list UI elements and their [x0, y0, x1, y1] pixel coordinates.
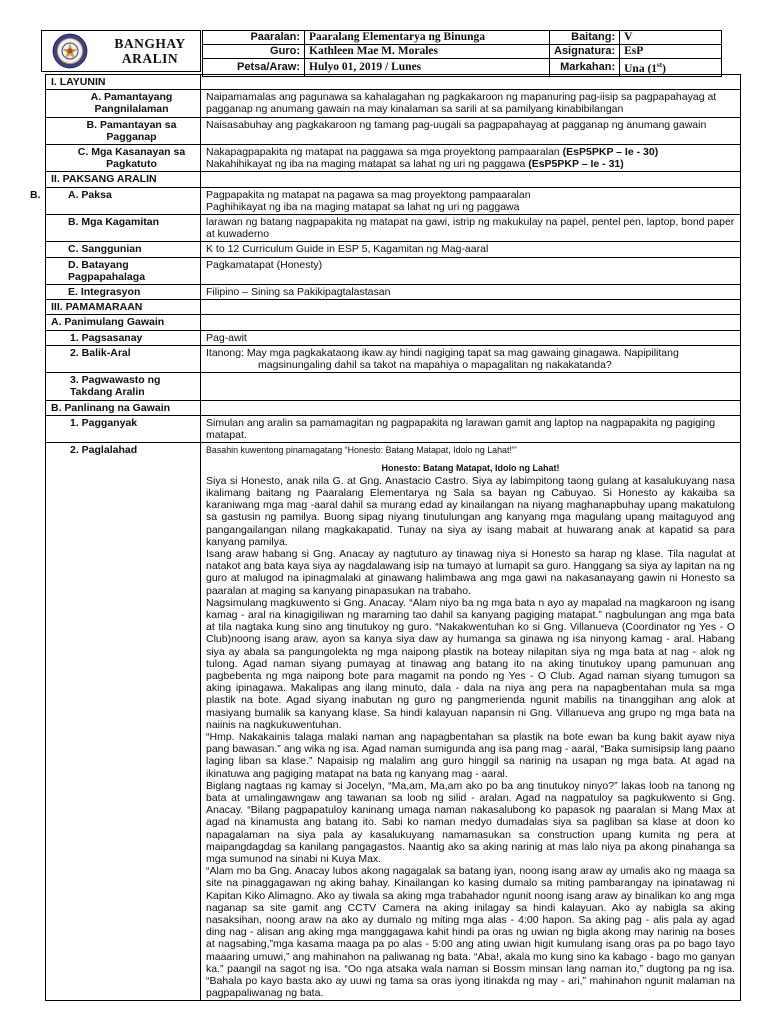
school-label: Paaralan:	[203, 31, 305, 45]
table-row	[46, 187, 741, 214]
table-row	[46, 373, 741, 400]
sanggunian-label: C. Sanggunian	[46, 242, 201, 257]
date-value: Hulyo 01, 2019 / Lunes	[305, 59, 550, 77]
table-row	[46, 443, 741, 1001]
title-line-1: BANGHAY	[114, 36, 186, 51]
integrasyon-text: Filipino – Sining sa Pakikipagtalastasan	[201, 285, 741, 300]
competency-code-2: (EsP5PKP – Ie - 31)	[528, 158, 624, 171]
story-paragraph: Siya si Honesto, anak nila G. at Gng. Anastacio Castro. Siya ay labimpitong taong gulang at kasalukuyang nasa ikalimang baitang ng Paaralang Elementarya ng Sala sa bayan ng Cabuyao. Si Honesto ay kakaiba sa karaniwang mga mag -aaral dahil sa murang edad ay kinailangan na niyang maghanapbuhay upang makatulong sa gastusin ng pamilya. Buong sipag niyang tinutulungan ang kanyang mga magulang upang maitaguyod ang pangangailangan nilang magkakapatid. Tunay na siya ay isang mabait at huwarang anak at kapatid sa para kanyang pamilya.	[206, 474, 735, 548]
date-label: Petsa/Araw:	[203, 59, 305, 77]
pagganyak-text: Simulan ang aralin sa pamamagitan ng pagpapakita ng larawan gamit ang laptop na nagpapakita ng pagiging matapat.	[201, 415, 741, 442]
pamantayang-pangnilalaman-label: A. Pamantayang Pangnilalaman	[46, 90, 201, 117]
section-row	[46, 300, 741, 315]
paglalahad-label: 2. Paglalahad	[46, 443, 201, 1001]
margin-mark: B.	[30, 189, 41, 201]
table-row	[46, 117, 741, 144]
pagwawasto-label: 3. Pagwawasto ng Takdang Aralin	[46, 373, 201, 400]
section-row	[46, 75, 741, 90]
header-row	[203, 31, 722, 45]
quarter-label: Markahan:	[550, 59, 620, 77]
section-row	[46, 172, 741, 187]
balik-aral-line-1: Itanong: May mga pagkakataong ikaw ay hindi nagiging tapat sa mag gawaing ginagawa. Napipilitang	[206, 346, 679, 359]
story-cell	[201, 443, 741, 1001]
grade-label: Baitang:	[550, 31, 620, 45]
pagganyak-label: 1. Pagganyak	[46, 415, 201, 442]
sanggunian-text: K to 12 Curriculum Guide in ESP 5, Kagamitan ng Mag-aaral	[201, 242, 741, 257]
table-row	[46, 257, 741, 284]
story-title: Honesto: Batang Matapat, Idolo ng Lahat!	[381, 463, 560, 474]
balik-aral-text	[201, 345, 741, 372]
paksa-text	[201, 187, 741, 214]
subject-label: Asignatura:	[550, 45, 620, 59]
balik-aral-label: 2. Balik-Aral	[46, 345, 201, 372]
table-row	[46, 145, 741, 172]
panlinang-gawain-heading: B. Panlinang na Gawain	[46, 400, 201, 415]
kasanayan-label: C. Mga Kasanayan sa Pagkatuto	[46, 145, 201, 172]
table-row	[46, 215, 741, 242]
section-row	[46, 400, 741, 415]
story-paragraph: Nagsimulang magkuwento si Gng. Anacay. “Alam niyo ba ng mga bata n ayo ay mapalad na magkaroon ng isang kamag - aral na kinagigiliwan ng maraming tao dahil sa kanyang pagiging matapat.” nagbulungan ang mga bata at tila nagtaka kung sino ang tinutukoy ng guro. “Nakakwentuhan ko si Gng. Villanueva (Coordinator ng Yes - O Club)noong isang araw, ayon sa kanya siya daw ay humanga sa ginawa ng isa ninyong kamag - aral. Habang siya ay abala sa pangungolekta ng mga naipong plastik na boteay nilapitan siya ng mga bata at nag - alok ng tulong. Agad naman siyang pumayag at tinawag ang batang ito na aking tinutukoy upang pamunuan ang pagbebenta ng mga naipong bote para magamit na pondo ng Yes - O Club. Agad naman siyang tumugon sa aking ipinagawa. Makalipas ang ilang minuto, dala - dala na niya ang pera na napagbentahan mula sa mga plastik na bote. Agad siyang inabutan ng guro ng pangmerienda ngunit mabilis na tinanggihan ang alok at masiyang bumalik sa kanyang klase. Sa hindi kalayuan napansin ni Gng. Villanueva ang grupo ng mga bata na naiinis na nagkukuwentuhan.	[206, 596, 735, 731]
kasanayan-line-2-text: Nakahihikayat ng iba na maging matapat sa lahat ng uri ng paggawa	[206, 158, 529, 171]
lesson-plan-table	[45, 74, 741, 1001]
table-row	[46, 90, 741, 117]
teacher-value: Kathleen Mae M. Morales	[305, 45, 550, 59]
panimulang-gawain-heading: A. Panimulang Gawain	[46, 315, 201, 330]
pamantayang-pangnilalaman-text: Naipamamalas ang pagunawa sa kahalagahan ng pagkakaroon ng mapanuring pag-iisip sa pagpapahayag at pagganap ng anumang gawain na may kinalaman sa sarili at sa pamilyang kinabibilangan	[201, 90, 741, 117]
quarter-value: Una (1st)	[620, 59, 722, 77]
section-row	[46, 315, 741, 330]
header-info-table	[202, 30, 722, 77]
teacher-label: Guro:	[203, 45, 305, 59]
paksa-line-1: Pagpapakita ng matapat na pagawa sa mag proyektong pampaaralan	[206, 188, 531, 201]
table-row	[46, 415, 741, 442]
kasanayan-text	[201, 145, 741, 172]
table-row	[46, 285, 741, 300]
kasanayan-line-1-text: Nakapagpapakita ng matapat na paggawa sa mga proyektong pampaaralan	[206, 146, 563, 159]
competency-code-1: (EsP5PKP – Ie - 30)	[562, 146, 659, 159]
title-line-2: ARALIN	[121, 51, 179, 66]
kasanayan-line-2	[206, 158, 735, 170]
story-paragraph: “Hmp. Nakakainis talaga malaki naman ang napagbentahan sa plastik na bote ewan ba kung bakit ayaw niya pang bawasan.” ang wika ng isa. Agad naman sumigunda ang isa pang mag - aaral, “Baka sumisipsip lang paano laging liban sa klase.” Napaisip ng malalim ang guro hinggil sa narinig na usapan ng mga bata. At agad na ikinatuwa ang pagiging matapat na bata ng kanyang mag - aaral.	[206, 730, 735, 780]
batayang-text: Pagkamatapat (Honesty)	[201, 257, 741, 284]
kagamitan-label: B. Mga Kagamitan	[46, 215, 201, 242]
kasanayan-line-1	[206, 146, 735, 158]
story-intro: Basahin kuwentong pinamagatang “Honesto: Batang Matapat, Idolo ng Lahat!”’	[206, 445, 517, 456]
table-row	[46, 345, 741, 372]
pamantayan-pagganap-text: Naisasabuhay ang pagkakaroon ng tamang pag-uugali sa pagpapahayag at pagganap ng anumang gawain	[201, 117, 741, 144]
grade-value: V	[620, 31, 722, 45]
integrasyon-label: E. Integrasyon	[46, 285, 201, 300]
school-value: Paaralang Elementarya ng Binunga	[305, 31, 550, 45]
header-row	[203, 45, 722, 59]
kagamitan-text: larawan ng batang nagpapakita ng matapat na gawi, istrip ng makukulay na papel, pentel pen, laptop, bond paper at kuwaderno	[201, 215, 741, 242]
story-paragraph: Biglang nagtaas ng kamay si Jocelyn, “Ma,am, Ma,am ako po ba ang tinutukoy ninyo?” lakas loob na tanong ng bata at umalingawngaw ang tawanan sa loob ng silid - aralan. Agad na nagpatuloy sa pagkukwento si Gng. Anacay. “Bilang pagpapatuloy kaninang umaga naman nakasalubong ko papasok ng paaralan si Mang Max at agad na kinamusta ang batang ito. Sabi ko naman medyo dumadalas siya sa pagliban sa klase at doon ko napagalaman na siya pala ay kasalukuyang namamasukan sa construction upang kumita ng pera at maipangdagdag sa kanilang pangagastos. Naantig ako sa aking narinig at mas lalo niya pa akong pinahanga sa mga sumunod na sinabi ni Kuya Max.	[206, 779, 735, 865]
pagsasanay-text: Pag-awit	[201, 330, 741, 345]
paksa-line-2: Paghihikayat ng iba na maging matapat sa lahat ng uri ng paggawa	[206, 200, 520, 213]
batayang-label: D. Batayang Pagpapahalaga	[46, 257, 201, 284]
pamantayan-pagganap-label: B. Pamantayan sa Pagganap	[46, 117, 201, 144]
layunin-heading: I. LAYUNIN	[46, 75, 201, 90]
paksa-label: A. Paksa	[46, 187, 201, 214]
story-paragraph: Isang araw habang si Gng. Anacay ay nagtuturo ay tinawag niya si Honesto sa harap ng klase. Tila nagulat at natakot ang bata kaya siya ay nagdalawang isip na tumayo at lumapit sa guro. Hanggang sa siya ay lapitan na ng guro at malugod na ipinagmalaki at ginawang halimbawa ang mga gawi na nakasanayang gawin ni Honesto sa paaralan at maging sa kanyang pinapasukan na trabaho.	[206, 547, 735, 597]
balik-aral-line-2: magsinungaling dahil sa takot na mapahiya o mapagalitan ng nakakatanda?	[258, 359, 612, 372]
table-row	[46, 330, 741, 345]
document-title	[100, 36, 200, 66]
subject-value: EsP	[620, 45, 722, 59]
pamamaraan-heading: III. PAMAMARAAN	[46, 300, 201, 315]
paksang-aralin-heading: II. PAKSANG ARALIN	[46, 172, 201, 187]
pagsasanay-label: 1. Pagsasanay	[46, 330, 201, 345]
logo-cell	[41, 30, 201, 72]
deped-seal-icon	[52, 33, 88, 69]
header	[41, 30, 741, 75]
table-row	[46, 242, 741, 257]
story-paragraph: “Alam mo ba Gng. Anacay lubos akong nagagalak sa batang iyan, noong isang araw ay umalis ako ng maaga sa site na pinaggagawan ng aking bahay. Kinailangan ko kasing dumalo sa miting pambarangay na ipinatawag ni Kapitan Kiko Alimagno. Ako ay tiwala sa aking mga trabahador ngunit noong isang araw ay binalikan ko ang mga naganap sa site gamit ang CCTV Camera na aking inilagay sa hindi kalayuan. Ako ay nabigla sa aking nasaksihan, noong araw na ako ay dumalo ng miting mga alas - 4:00 hapon. Sa aking pag - alis pala ay agad ding nag - alisan ang aking mga manggagawa kahit hindi pa oras ng uwian ng bigla akong may narinig na boses at nagsabing,”mga kasama maaga pa po alas - 5:00 ang ating uwian higit kumulang isang oras pa po bago tayo maaaring umuwi,” ang mahinahon na paliwanag ng bata. “Aba!, akala mo kung sino ka kabago - bago mo ganyan ka.” paangil na sagot ng isa. “Oo nga atsaka wala naman si Bossm minsan lang naman ito,” dugtong pa ng isa. “Bahala po kayo basta ako ay uuwi ng tama sa oras iyong itinakda ng may - ari,” mahinahon ngunit malaman na pagpapaliwanag ng bata.	[206, 865, 735, 1000]
